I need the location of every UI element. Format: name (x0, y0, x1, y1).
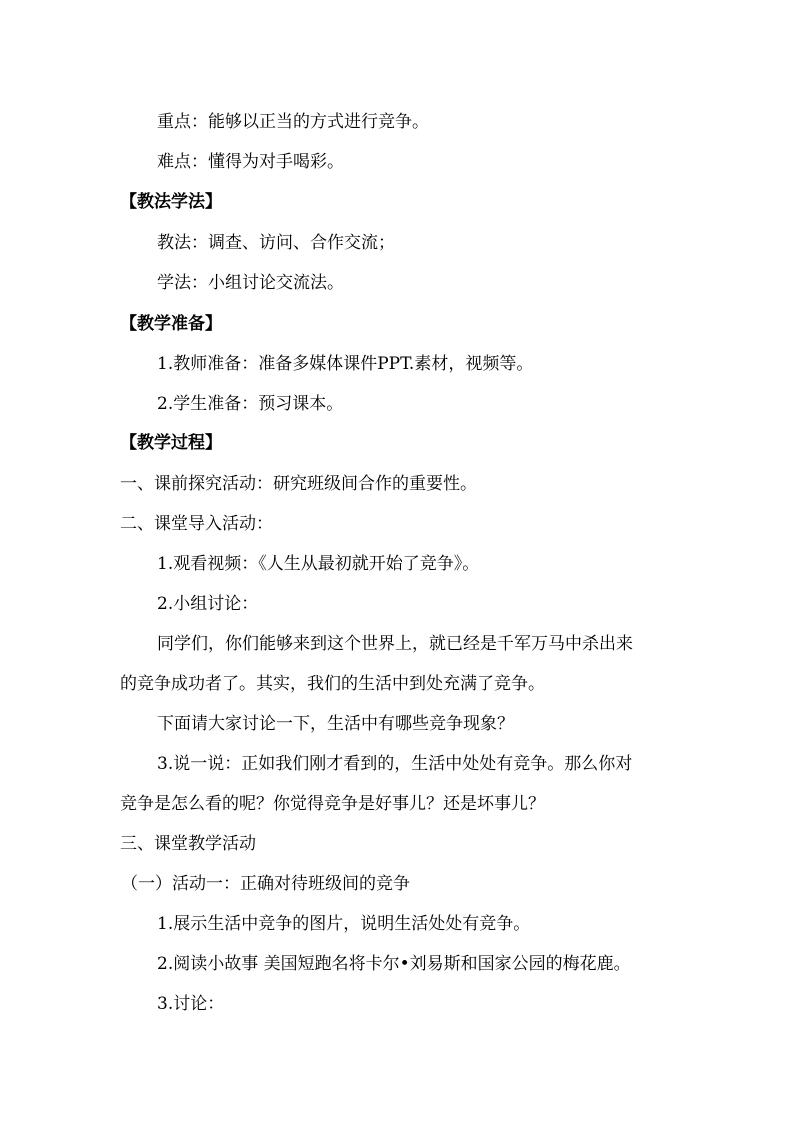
difficult-points-text: 难点：懂得为对手喝彩。 (157, 152, 344, 172)
paragraph-two: 下面请大家讨论一下，生活中有哪些竞争现象？ (157, 714, 514, 734)
activity-one-item-one: 1.展示生活中竞争的图片，说明生活处处有竞争。 (157, 914, 531, 934)
activity-one-item-two: 2.阅读小故事 美国短跑名将卡尔•刘易斯和国家公园的梅花鹿。 (157, 954, 631, 974)
step-two-item-three-line-two: 竞争是怎么看的呢？你觉得竞争是好事儿？还是坏事儿？ (120, 794, 545, 814)
step-two-item-three-line-one: 3.说一说：正如我们刚才看到的，生活中处处有竞争。那么你对 (157, 754, 633, 774)
process-heading: 【教学过程】 (120, 433, 222, 453)
key-points-text: 重点：能够以正当的方式进行竞争。 (157, 112, 429, 132)
methods-heading: 【教法学法】 (120, 192, 222, 212)
paragraph-one-line-two: 的竞争成功者了。其实，我们的生活中到处充满了竞争。 (120, 674, 545, 694)
preparation-heading: 【教学准备】 (120, 314, 222, 334)
teaching-method-text: 教法：调查、访问、合作交流； (157, 233, 395, 253)
step-two-item-one: 1.观看视频：《人生从最初就开始了竞争》。 (157, 554, 480, 574)
activity-one-heading: （一）活动一：正确对待班级间的竞争 (121, 874, 410, 894)
learning-method-text: 学法：小组讨论交流法。 (157, 273, 344, 293)
step-two-text: 二、课堂导入活动： (120, 514, 273, 534)
teacher-prep-text: 1.教师准备：准备多媒体课件PPT.素材，视频等。 (157, 354, 534, 374)
step-two-item-two: 2.小组讨论： (157, 594, 259, 614)
paragraph-one-line-one: 同学们，你们能够来到这个世界上，就已经是千军万马中杀出来 (157, 634, 633, 654)
step-three-text: 三、课堂教学活动 (120, 834, 256, 854)
student-prep-text: 2.学生准备：预习课本。 (157, 394, 344, 414)
step-one-text: 一、课前探究活动：研究班级间合作的重要性。 (120, 474, 477, 494)
activity-one-item-three: 3.讨论： (157, 994, 225, 1014)
